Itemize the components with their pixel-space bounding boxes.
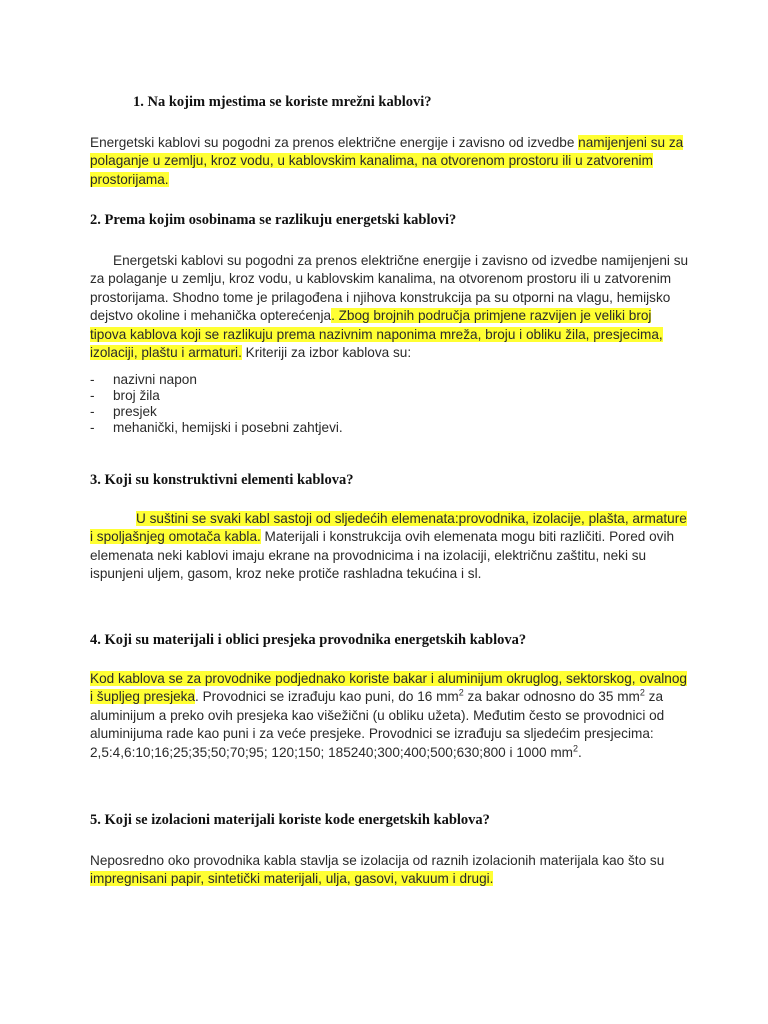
answer-5-highlight: impregnisani papir, sintetički materijali, ulja, gasovi, vakuum i drugi. [90,871,494,887]
answer-4-text-1: . Provodnici se izrađuju kao puni, do 16 mm [195,689,459,705]
criteria-item-label: presjek [113,404,157,419]
criteria-list [90,372,343,436]
superscript: 2 [572,743,578,754]
list-item: - nazivni napon [90,372,197,387]
answer-4-text-3: za aluminijum a preko ovih presjeka kao višežični (u obliku užeta). Međutim često se provodnici od aluminijuma rade kao puni i za veće presjeke. Provodnici se izrađuju sa sljedećim presjecima: 2,5:4,6:10;16;25;35;50;70;95; 120;150; 185240;300;400;500;630;800 i 1000 mm [90,689,665,760]
answer-1-highlight: namijenjeni su za polaganje u zemlju, kroz vodu, u kablovskim kanalima, na otvorenom prostoru ili u zatvorenim prostorijama. [90,135,684,187]
criteria-item-label: broj žila [113,388,160,403]
answer-4-text-2: za bakar odnosno do 35 mm [463,689,640,705]
superscript: 2 [458,687,464,698]
list-item: - broj žila [90,388,160,403]
question-1-heading: 1. Na kojim mjestima se koriste mrežni kablovi? [133,94,432,110]
answer-1-text: Energetski kablovi su pogodni za prenos električne energije i zavisno od izvedbe [90,135,579,150]
answer-3-paragraph [90,510,690,584]
answer-5-paragraph [90,852,690,889]
answer-4-text-4: . [578,744,582,760]
answer-1-paragraph [90,134,690,189]
question-2-heading: 2. Prema kojim osobinama se razlikuju energetski kablovi? [90,212,457,228]
answer-4-paragraph [90,670,690,762]
answer-5-text: Neposredno oko provodnika kabla stavlja se izolacija od raznih izolacionih materijala kao što su [90,853,665,868]
answer-2-highlight: . Zbog brojnih područja primjene razvijen je veliki broj tipova kablova koji se razlikuju prema nazivnim naponima mreža, broju i obliku žila, presjecima, izolaciji, plaštu i armaturi. [90,308,663,361]
superscript: 2 [639,687,645,698]
answer-2-tail: Kriteriji za izbor kablova su: [241,345,412,361]
answer-2-paragraph [90,252,690,362]
criteria-item-label: nazivni napon [113,372,197,387]
question-5-heading: 5. Koji se izolacioni materijali koriste kode energetskih kablova? [90,812,490,828]
criteria-item-label: mehanički, hemijski i posebni zahtjevi. [113,420,343,435]
answer-4-highlight: Kod kablova se za provodnike podjednako koriste bakar i aluminijum okruglog, sektorskog, ovalnog i šupljeg presjeka [90,671,687,705]
question-4-heading: 4. Koji su materijali i oblici presjeka provodnika energetskih kablova? [90,632,527,648]
list-item: - presjek [90,404,157,419]
answer-3-text: Materijali i konstrukcija ovih elemenata mogu biti različiti. Pored ovih elemenata neki kablovi imaju ekrane na provodnicima i na izolaciji, električnu zaštitu, neki su ispunjeni uljem, gasom, kroz neke protiče rashladna tekućina i sl. [90,529,675,582]
answer-3-highlight: U suštini se svaki kabl sastoji od sljedećih elemenata:provodnika, izolacije, plašta, armature i spoljašnjeg omotača kabla. [90,511,687,545]
answer-2-text: Energetski kablovi su pogodni za prenos električne energije i zavisno od izvedbe namijenjeni su za polaganje u zemlju, kroz vodu, u kablovskim kanalima, na otvorenom prostoru ili u zatvorenim prostorijama. Shodno tome je prilagođena i njihova konstrukcija pa su otporni na vlagu, hemijsko dejstvo okoline i mehanička opterećenja [90,253,689,324]
list-item: - mehanički, hemijski i posebni zahtjevi. [90,420,343,435]
question-3-heading: 3. Koji su konstruktivni elementi kablova? [90,472,354,488]
